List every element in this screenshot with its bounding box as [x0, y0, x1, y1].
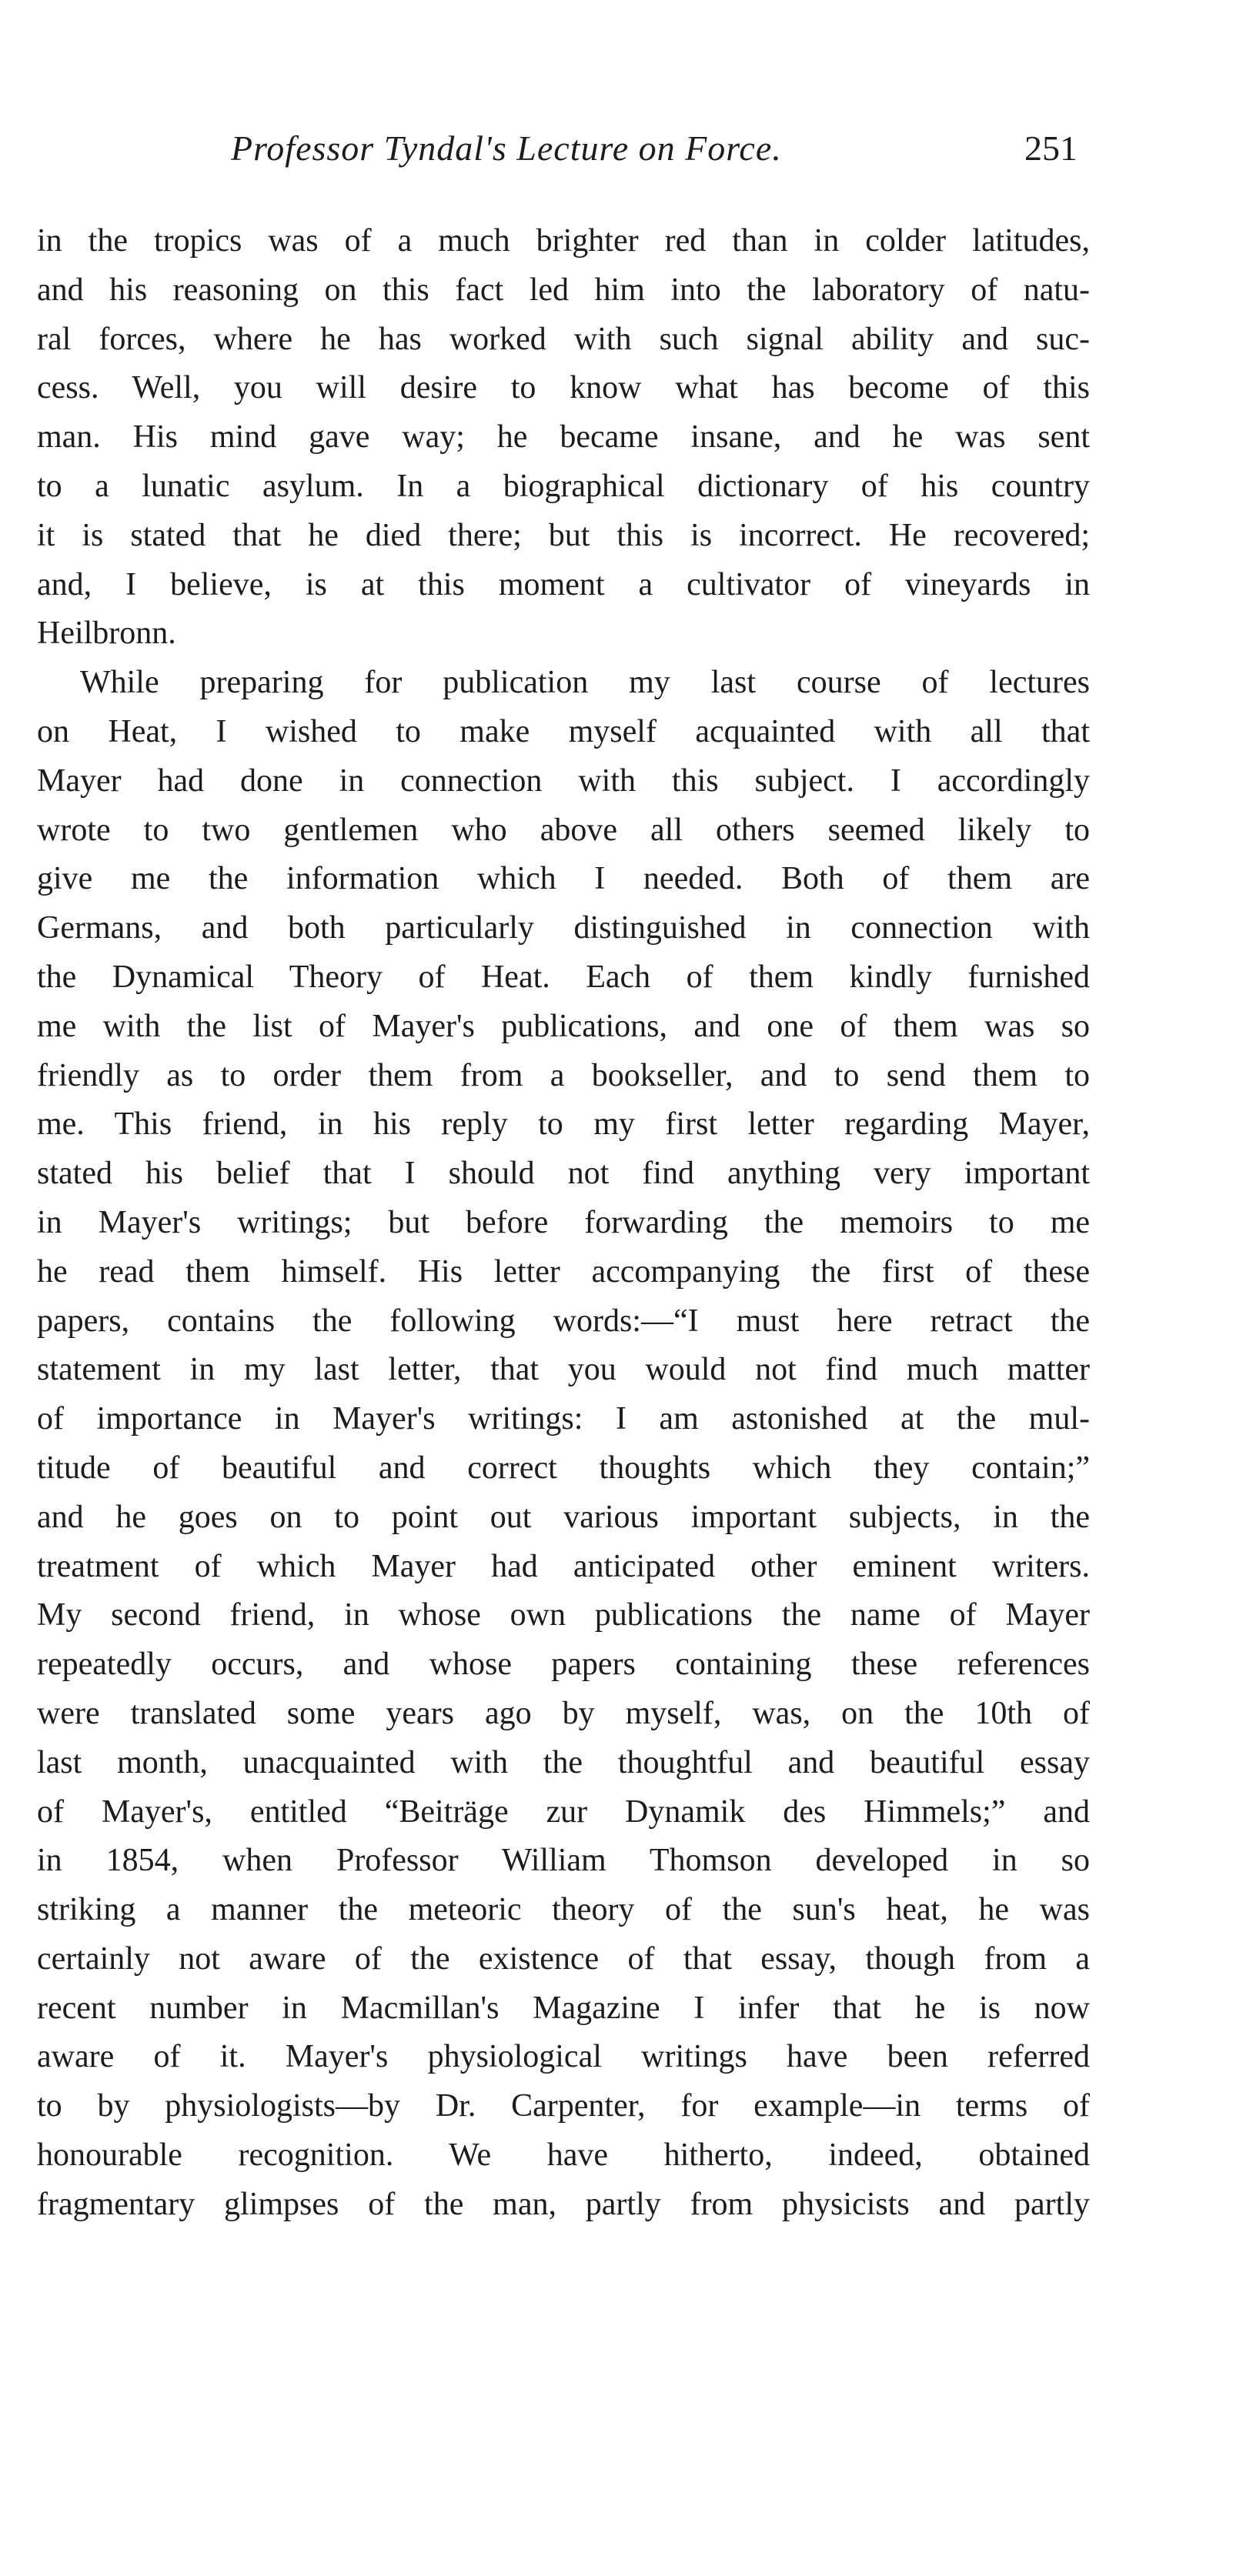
text-line: papers, contains the following words:—“I must here retract the: [37, 1303, 1090, 1339]
text-line: man. His mind gave way; he became insane, and he was sent: [37, 419, 1090, 455]
text-line: in the tropics was of a much brighter red than in colder latitudes,: [37, 223, 1090, 259]
text-line: fragmentary glimpses of the man, partly from physicists and partly: [37, 2186, 1090, 2222]
text-line: certainly not aware of the existence of that essay, though from a: [37, 1940, 1090, 1977]
text-line: honourable recognition. We have hitherto, indeed, obtained: [37, 2137, 1090, 2174]
text-line: ral forces, where he has worked with such signal ability and suc-: [37, 321, 1090, 357]
text-line: and, I believe, is at this moment a cultivator of vineyards in: [37, 566, 1090, 602]
text-line: and he goes on to point out various important subjects, in the: [37, 1499, 1090, 1535]
text-line: My second friend, in whose own publications the name of Mayer: [37, 1597, 1090, 1633]
text-line: repeatedly occurs, and whose papers containing these references: [37, 1647, 1090, 1683]
text-line: stated his belief that I should not find anything very important: [37, 1156, 1090, 1192]
running-title: Professor Tyndal's Lecture on Force.: [231, 128, 782, 168]
text-line: me with the list of Mayer's publications, and one of them was so: [37, 1008, 1090, 1044]
running-head: [231, 128, 1078, 174]
text-line: recent number in Macmillan's Magazine I infer that he is now: [37, 1990, 1090, 2026]
text-line: it is stated that he died there; but this is incorrect. He recovered;: [37, 517, 1090, 553]
text-line: on Heat, I wished to make myself acquainted with all that: [37, 713, 1090, 749]
text-line: to a lunatic asylum. In a biographical dictionary of his country: [37, 468, 1090, 504]
paragraph-last-line: Heilbronn.: [37, 616, 176, 652]
page-number: 251: [1024, 128, 1078, 168]
text-line: give me the information which I needed. Both of them are: [37, 861, 1090, 897]
text-line: Mayer had done in connection with this subject. I accordingly: [37, 762, 1090, 799]
text-line: to by physiologists—by Dr. Carpenter, for example—in terms of: [37, 2088, 1090, 2124]
text-line: titude of beautiful and correct thoughts which they contain;”: [37, 1450, 1090, 1486]
text-line: aware of it. Mayer's physiological writings have been referred: [37, 2039, 1090, 2075]
text-line: of importance in Mayer's writings: I am astonished at the mul-: [37, 1401, 1090, 1437]
text-line: statement in my last letter, that you would not find much matter: [37, 1352, 1090, 1388]
body-text: [37, 217, 1090, 2230]
text-line: treatment of which Mayer had anticipated other eminent writers.: [37, 1548, 1090, 1584]
text-line: friendly as to order them from a bookseller, and to send them to: [37, 1057, 1090, 1093]
text-line: wrote to two gentlemen who above all others seemed likely to: [37, 812, 1090, 848]
text-line: cess. Well, you will desire to know what has become of this: [37, 370, 1090, 406]
paragraph-first-line: While preparing for publication my last course of lectures: [80, 665, 1090, 701]
text-line: Germans, and both particularly distinguished in connection with: [37, 910, 1090, 946]
text-line: of Mayer's, entitled “Beiträge zur Dynamik des Himmels;” and: [37, 1794, 1090, 1830]
text-line: me. This friend, in his reply to my first letter regarding Mayer,: [37, 1106, 1090, 1143]
text-line: he read them himself. His letter accompanying the first of these: [37, 1253, 1090, 1290]
text-line: the Dynamical Theory of Heat. Each of them kindly furnished: [37, 959, 1090, 995]
text-line: last month, unacquainted with the thoughtful and beautiful essay: [37, 1744, 1090, 1780]
text-line: in 1854, when Professor William Thomson developed in so: [37, 1843, 1090, 1879]
text-line: in Mayer's writings; but before forwarding the memoirs to me: [37, 1204, 1090, 1240]
text-line: were translated some years ago by myself, was, on the 10th of: [37, 1695, 1090, 1731]
text-line: and his reasoning on this fact led him into the laboratory of natu-: [37, 272, 1090, 308]
text-line: striking a manner the meteoric theory of the sun's heat, he was: [37, 1892, 1090, 1928]
